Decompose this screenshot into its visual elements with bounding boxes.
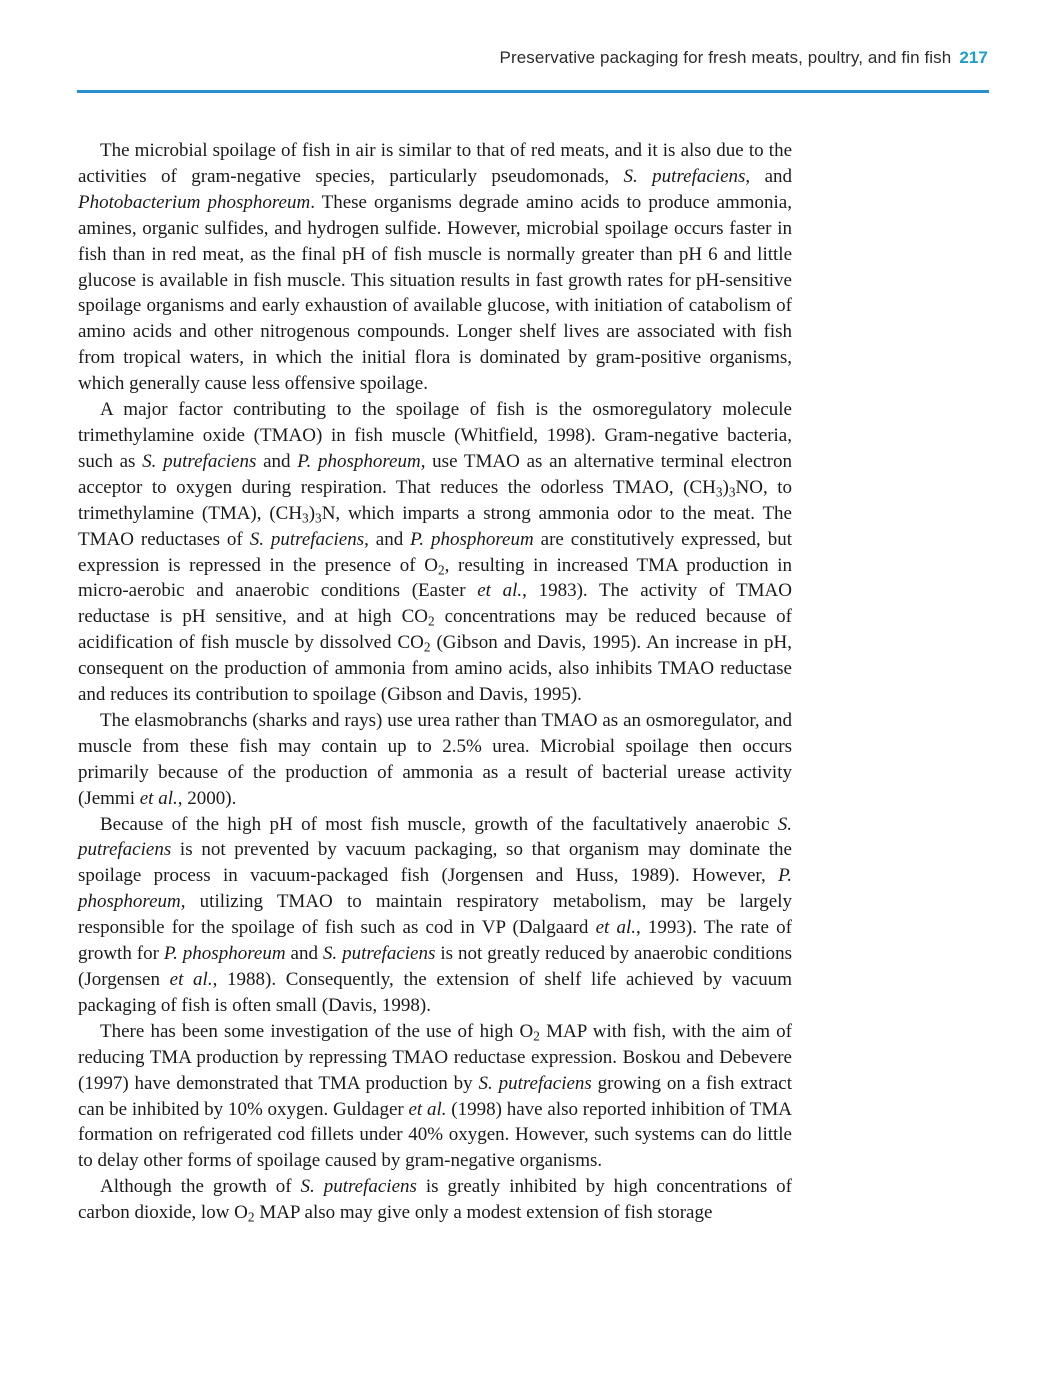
subscript: 3 [315, 510, 322, 525]
text-run: N, which imparts a strong ammonia odor to the meat. The TMAO reductases of [78, 502, 792, 550]
italic-run: et al. [408, 1098, 447, 1120]
subscript: 3 [715, 484, 723, 500]
subscript: 2 [437, 561, 445, 577]
text-run: The microbial spoilage of fish in air is similar to that of red meats, and it is also due to the activities of gram-negative species, particularly pseudomonads, [78, 140, 792, 187]
italic-run: P. phosphoreum [410, 528, 534, 550]
italic-run: et al. [139, 787, 178, 809]
text-run: is not prevented by vacuum packaging, so that organism may dominate the spoilage process in vacuum-packaged fish (Jorgensen and Huss, 1989). However, [78, 839, 792, 887]
text-run: and [285, 943, 323, 965]
italic-run: et al. [169, 969, 213, 990]
text-run: , 1983). The activity of TMAO reductase is pH sensitive, and at high CO [78, 580, 792, 628]
italic-run: S. putrefaciens [322, 943, 436, 965]
body-text [78, 138, 792, 1226]
subscript: 2 [247, 1209, 255, 1225]
subscript: 3 [728, 484, 736, 500]
text-run: (Gibson and Davis, 1995). An increase in pH, consequent on the production of ammonia from amino acids, also inhibits TMAO reductase and reduces its contribution to spoilage (Gibson and Davis, 1995). [78, 632, 792, 706]
text-run: , use TMAO as an alternative terminal electron acceptor to oxygen during respiration. That reduces the odorless TMAO, (CH [78, 450, 792, 498]
text-run: is not greatly reduced by anaerobic conditions (Jorgensen [78, 943, 792, 990]
subscript: 2 [423, 639, 431, 655]
italic-run: S. putrefaciens [249, 528, 365, 550]
text-run: There has been some investigation of the use of high O [100, 1020, 534, 1042]
text-run: , utilizing TMAO to maintain respiratory metabolism, may be largely responsible for the spoilage of fish such as cod in VP (Dalgaard [78, 891, 792, 939]
paragraph [78, 1019, 792, 1174]
italic-run: Photobacterium phosphoreum [78, 191, 311, 213]
text-run: are constitutively expressed, but expression is repressed in the presence of O [78, 528, 792, 576]
text-run: and [256, 450, 298, 472]
page-number: 217 [959, 48, 988, 67]
paragraph [78, 1174, 792, 1226]
italic-run: S. putrefaciens [623, 165, 746, 187]
italic-run: S. putrefaciens [142, 450, 257, 472]
text-run: is greatly inhibited by high concentrations of carbon dioxide, low O [78, 1176, 792, 1224]
text-run: Although the growth of [100, 1176, 301, 1198]
italic-run: S. putrefaciens [300, 1176, 417, 1198]
italic-run: S. putrefaciens [478, 1072, 592, 1094]
text-run: ) [308, 502, 316, 524]
text-run: , 1993). The rate of growth for [78, 917, 792, 965]
italic-run: P. phosphoreum [163, 943, 286, 965]
text-run: The elasmobranchs (sharks and rays) use urea rather than TMAO as an osmoregulator, and muscle from these fish may contain up to 2.5% urea. Microbial spoilage then occurs primarily because of the production of ammonia as a result of bacterial urease activity (Jemmi [78, 709, 792, 809]
running-title: Preservative packaging for fresh meats, poultry, and fin fish [499, 48, 952, 67]
text-run: , resulting in increased TMA production in micro-aerobic and anaerobic conditions (Easter [78, 554, 792, 602]
text-run: , 1988). Consequently, the extension of shelf life achieved by vacuum packaging of fish is often small (Davis, 1998). [78, 969, 792, 1016]
subscript: 2 [533, 1028, 540, 1044]
italic-run: et al. [477, 580, 523, 602]
text-run: , and [364, 528, 411, 550]
running-head [500, 48, 988, 68]
paragraph [78, 397, 792, 708]
subscript: 2 [428, 613, 435, 629]
text-run: concentrations may be reduced because of acidification of fish muscle by dissolved CO [78, 606, 793, 654]
text-run: MAP with fish, with the aim of reducing TMA production by repressing TMAO reductase expression. Boskou and Debevere (1997) have demonstrated that TMA production by [78, 1020, 792, 1094]
text-run: NO, to trimethylamine (TMA), (CH [78, 476, 792, 524]
italic-run: S. putrefaciens [78, 813, 792, 861]
text-run: ) [722, 476, 729, 498]
text-run: MAP also may give only a modest extension of fish storage [254, 1202, 713, 1224]
text-run: . These organisms degrade amino acids to produce ammonia, amines, organic sulfides, and hydrogen sulfide. However, microbial spoilage occurs faster in fish than in red meat, as the final pH of fish muscle is normally greater than pH 6 and little glucose is available in fish muscle. This situation results in fast growth rates for pH-sensitive spoilage organisms and early exhaustion of available glucose, with initiation of catabolism of amino acids and other nitrogenous compounds. Longer shelf lives are associated with fish from tropical waters, in which the initial flora is dominated by gram-positive organisms, which generally cause less offensive spoilage. [78, 191, 792, 395]
italic-run: et al. [595, 917, 636, 939]
text-run: A major factor contributing to the spoilage of fish is the osmoregulatory molecule trimethylamine oxide (TMAO) in fish muscle (Whitfield, 1998). Gram-negative bacteria, such as [78, 399, 792, 472]
text-run: , 2000). [177, 787, 237, 809]
paragraph [78, 138, 792, 397]
text-run: , and [745, 165, 793, 187]
italic-run: P. phosphoreum [297, 450, 421, 472]
paragraph [78, 708, 792, 812]
text-run: (1998) have also reported inhibition of TMA formation on refrigerated cod fillets under 40% oxygen. However, such systems can do little to delay other forms of spoilage caused by gram-negative organisms. [78, 1098, 792, 1172]
header-rule [77, 90, 989, 93]
text-run: growing on a fish extract can be inhibited by 10% oxygen. Guldager [78, 1072, 793, 1120]
subscript: 3 [302, 510, 309, 525]
text-run: Because of the high pH of most fish muscle, growth of the facultatively anaerobic [100, 813, 778, 835]
paragraph [78, 812, 792, 1019]
italic-run: P. phosphoreum [78, 865, 792, 913]
